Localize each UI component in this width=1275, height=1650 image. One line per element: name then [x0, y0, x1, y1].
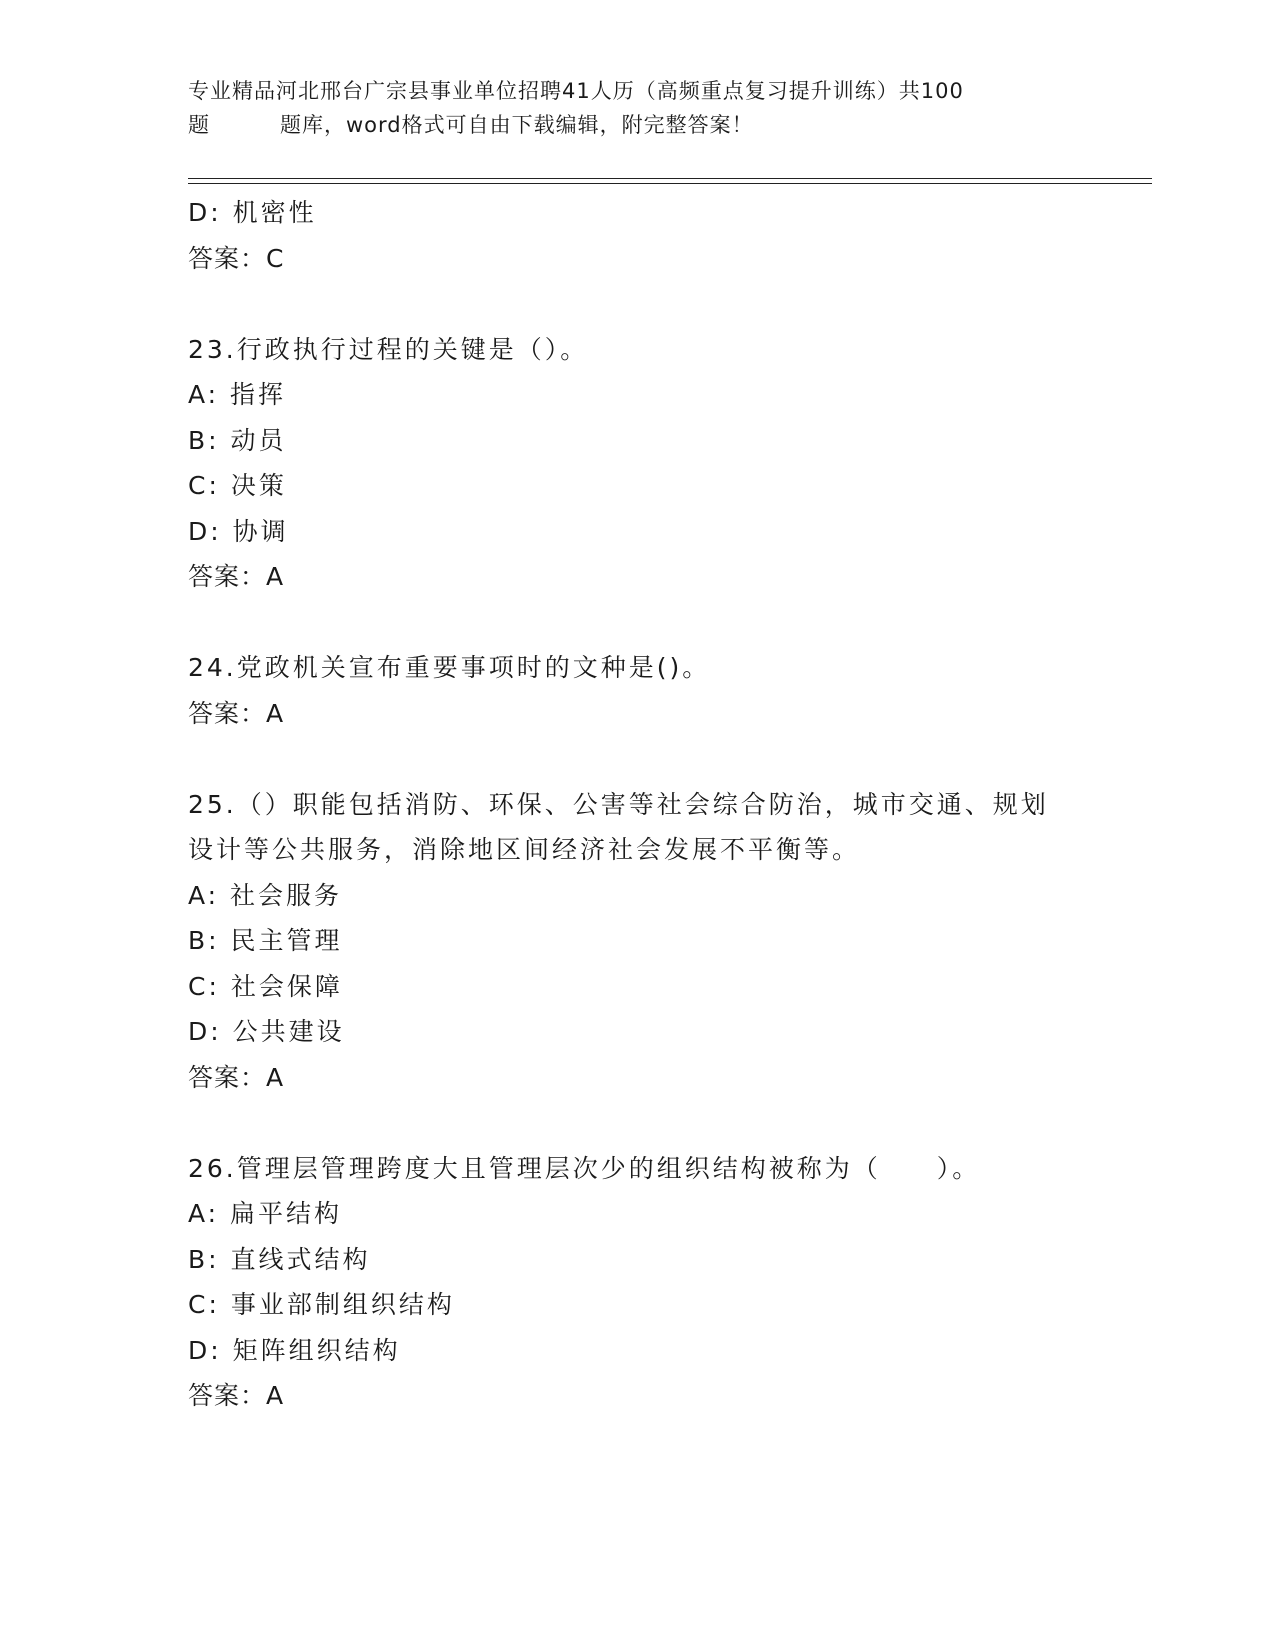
option-d: D: 公共建设 — [188, 1017, 345, 1046]
answer: 答案：A — [188, 1062, 285, 1092]
question-stem: 23.行政执行过程的关键是（）。 — [188, 334, 589, 364]
header-title-line2 — [188, 108, 1068, 142]
previous-answer: 答案：C — [188, 243, 285, 273]
question-24 — [188, 645, 1088, 736]
answer: 答案：A — [188, 698, 285, 728]
page-header — [188, 74, 1068, 142]
option-a: A: 社会服务 — [188, 880, 343, 910]
question-stem: 25.（）职能包括消防、环保、公害等社会综合防治，城市交通、规划设计等公共服务，消除地区间经济社会发展不平衡等。 — [188, 789, 1049, 864]
previous-option-d: D: 机密性 — [188, 198, 317, 227]
option-b: B: 直线式结构 — [188, 1244, 371, 1274]
header-title-line1: 专业精品河北邢台广宗县事业单位招聘41人历（高频重点复习提升训练）共100 — [188, 79, 964, 103]
header-title-line2-rest: 题库，word格式可自由下载编辑，附完整答案！ — [280, 113, 754, 137]
header-title-line2-start: 题 — [188, 113, 210, 137]
question-25 — [188, 782, 1088, 1101]
option-c: C: 事业部制组织结构 — [188, 1290, 455, 1319]
option-a: A: 指挥 — [188, 380, 287, 409]
answer: 答案：A — [188, 562, 285, 591]
option-b: B: 民主管理 — [188, 926, 343, 955]
question-23 — [188, 327, 1088, 600]
header-divider-bottom — [188, 183, 1152, 184]
question-stem: 26.管理层管理跨度大且管理层次少的组织结构被称为（ ）。 — [188, 1153, 981, 1183]
option-d: D: 矩阵组织结构 — [188, 1335, 401, 1365]
question-stem: 24.党政机关宣布重要事项时的文种是()。 — [188, 653, 711, 682]
option-d: D: 协调 — [188, 516, 289, 546]
question-list — [188, 190, 1088, 1419]
answer: 答案：A — [188, 1381, 285, 1410]
question-26 — [188, 1146, 1088, 1419]
header-divider-top — [188, 178, 1152, 179]
option-c: C: 决策 — [188, 471, 287, 500]
option-c: C: 社会保障 — [188, 971, 343, 1001]
option-b: B: 动员 — [188, 425, 287, 455]
option-a: A: 扁平结构 — [188, 1199, 343, 1228]
